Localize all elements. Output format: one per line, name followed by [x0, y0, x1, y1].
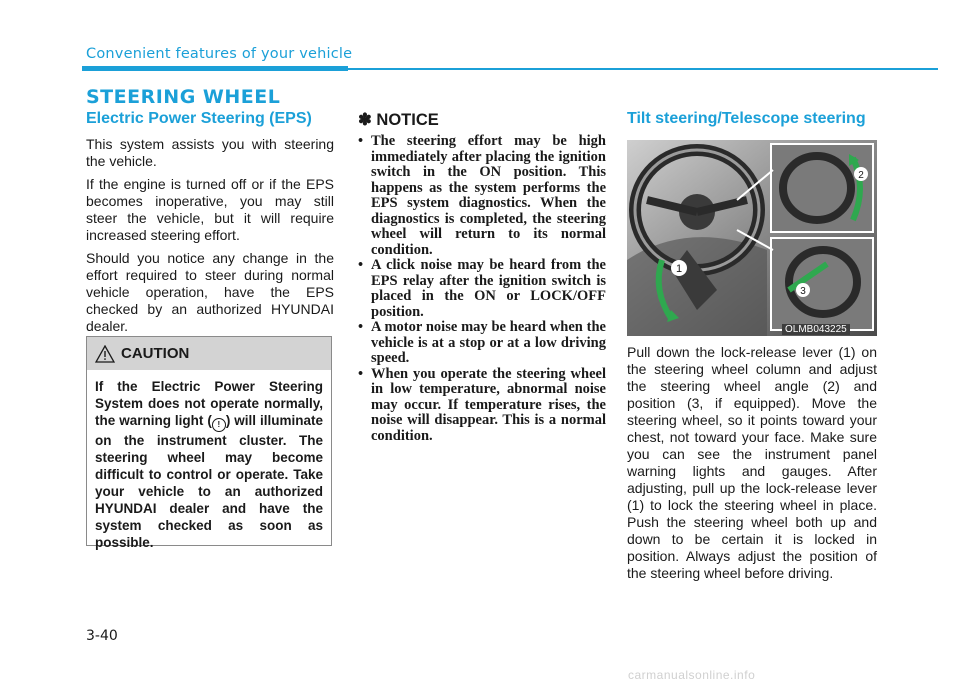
chapter-label: Convenient features of your vehicle — [86, 46, 353, 62]
caution-text-part-1: If the Electric Power Steering System does not operate normally, the warning light ( — [95, 379, 323, 428]
callout-2-label: 2 — [858, 170, 864, 181]
notice-list — [358, 134, 606, 444]
tilt-text-block — [627, 344, 877, 588]
tilt-paragraph: Pull down the lock-release lever (1) on the steering wheel column and adjust the steering wheel angle (2) and position (3, if equipped). Move the steering wheel, so it points toward your chest, not toward your face. Make sure you can see the instrument panel warning lights and gauges. After adjusting, pull up the lock-release lever (1) to lock the steering wheel in place. Push the steering wheel both up and down to be certain it is locked in position. Always adjust the position of the steering wheel before driving. — [627, 344, 877, 581]
tilt-column — [627, 110, 875, 136]
callout-1-label: 1 — [675, 263, 683, 275]
section-title: STEERING WHEEL — [86, 86, 281, 108]
caution-text — [87, 370, 331, 551]
notice-title — [358, 110, 606, 130]
notice-item: • A click noise may be heard from the EPS relay after the ignition switch is placed in the ON or LOCK/OFF position. — [358, 258, 606, 320]
watermark: carmanualsonline.info — [628, 668, 756, 682]
notice-symbol: ✽ — [358, 111, 372, 129]
eps-warning-icon: ! — [212, 418, 226, 432]
eps-paragraph-3: Should you notice any change in the effort required to steer during normal vehicle operation, have the EPS checked by an authorized HYUNDAI dealer. — [86, 250, 334, 334]
figure-code: OLMB043225 — [782, 324, 850, 335]
notice-item: • A motor noise may be heard when the vehicle is at a stop or at a low driving speed. — [358, 320, 606, 367]
caution-text-part-2: ) will illuminate on the instrument cluster. The steering wheel may become difficult to control or operate. Take your vehicle to an authorized HYUNDAI dealer and have the system checked as soon as possible. — [95, 413, 323, 550]
eps-paragraph-1: This system assists you with steering the vehicle. — [86, 136, 334, 169]
page-number: 3-40 — [86, 628, 118, 644]
caution-header — [87, 337, 331, 370]
header-rule-thin — [348, 68, 938, 70]
warning-triangle-icon — [95, 345, 115, 363]
header-rule-thick — [82, 66, 348, 71]
notice-title-text: NOTICE — [376, 111, 439, 129]
notice-item: • The steering effort may be high immediately after placing the ignition switch in the ON position. This happens as the system performs the EPS system diagnostics. When the diagnostics is completed, the steering wheel will return to its normal condition. — [358, 134, 606, 258]
eps-paragraph-2: If the engine is turned off or if the EPS becomes inoperative, you may still steer the vehicle, but it will require increased steering effort. — [86, 176, 334, 243]
steering-adjustment-figure — [627, 140, 877, 336]
callout-3-label: 3 — [800, 286, 806, 297]
tilt-heading: Tilt steering/Telescope steering — [627, 110, 866, 127]
notice-column — [358, 110, 606, 444]
notice-item: • When you operate the steering wheel in low temperature, abnormal noise may occur. If temperature rises, the noise will disappear. This is a normal condition. — [358, 367, 606, 445]
eps-column — [86, 110, 334, 341]
eps-heading: Electric Power Steering (EPS) — [86, 110, 312, 127]
caution-label: CAUTION — [121, 345, 190, 362]
caution-box — [86, 336, 332, 550]
